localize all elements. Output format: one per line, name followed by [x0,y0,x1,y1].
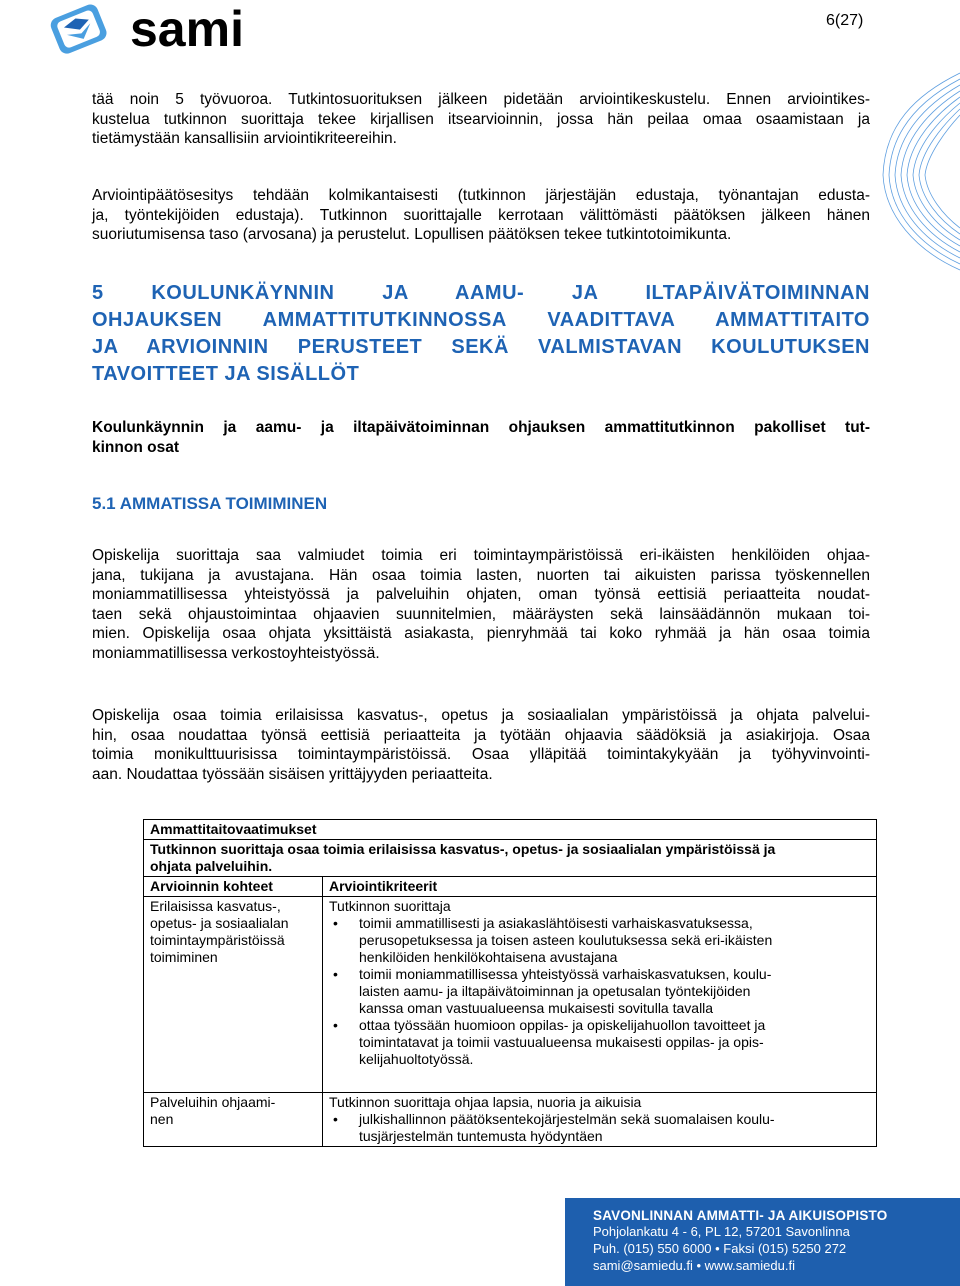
heading-line: JA ARVIOINNIN PERUSTEET SEKÄ VALMISTAVAN KOULUTUKSEN [92,336,870,358]
list-item [329,1017,870,1068]
heading-line: 5 KOULUNKÄYNNIN JA AAMU- JA ILTAPÄIVÄTOIMINNAN [92,282,870,304]
address: Pohjolankatu 4 - 6, PL 12, 57201 Savonlinna [593,1224,850,1239]
assessment-target-cell [144,897,323,1093]
section-5-1-paragraph-2 [92,706,870,784]
text-line: moniammatillisessa yhteistyössä ja palveluihin ohjaten, oman työnsä eettisiä periaatteita noudat- [92,586,870,603]
assessment-criteria-cell [323,897,877,1093]
text-line: nen [150,1111,174,1127]
table-row [144,897,877,1093]
criteria-list [329,915,870,1068]
text-line: toimiminen [150,949,218,965]
text-line: Arviointipäätösesitys tehdään kolmikantaisesti (tutkinnon järjestäjän edustaja, työnantajan edusta- [92,187,870,204]
heading-line: TAVOITTEET JA SISÄLLÖT [92,363,360,385]
criteria-list [329,1111,870,1145]
text-line: Opiskelija osaa toimia erilaisissa kasvatus-, opetus ja sosiaalialan ympäristöissä ja ohjata palvelui- [92,707,870,724]
subheading-line: Koulunkäynnin ja aamu- ja iltapäivätoiminnan ohjauksen ammattitutkinnon pakolliset tut- [92,419,870,436]
school-name: SAVONLINNAN AMMATTI- JA AIKUISOPISTO [593,1208,888,1223]
list-item [329,915,870,966]
text-line: tää noin 5 työvuoroa. Tutkintosuorituksen jälkeen pidetään arviointikeskustelu. Ennen arviointikes- [92,91,870,108]
page-number: 6(27) [826,12,864,29]
text-line: Palveluihin ohjaami- [150,1094,276,1110]
criteria-table [143,819,877,1147]
text-line: mien. Opiskelija osaa ohjata yksittäistä asiakasta, pienryhmää tai koko ryhmää ja hän osaa toimia [92,625,870,642]
subheading-line: kinnon osat [92,439,179,456]
criteria-intro: Tutkinnon suorittaja ohjaa lapsia, nuoria ja aikuisia [329,1094,642,1110]
heading-line: OHJAUKSEN AMMATTITUTKINNOSSA VAADITTAVA AMMATTITAITO [92,309,870,331]
text-line: kustelua tutkinnon suorittaja tekee kirjallisen itsearvioinnin, jossa hän peilaa omaa osaamistaan ja [92,110,870,128]
criteria-intro: Tutkinnon suorittaja [329,898,451,914]
text-line: • toimii moniammatillisessa yhteistyössä varhaiskasvatuksen, koulu- [359,966,772,982]
text-line: Opiskelija suorittaja saa valmiudet toimia eri toimintaympäristöissä eri-ikäisten henkilöiden ohjaa- [92,547,870,564]
text-line: • toimii ammatillisesti ja asiakaslähtöisesti varhaiskasvatuksessa, [359,915,753,931]
list-item [329,1111,870,1145]
text-line: Erilaisissa kasvatus-, [150,898,281,914]
section-5-subheading [92,418,870,458]
text-line: opetus- ja sosiaalialan [150,915,289,931]
table-row [144,820,877,840]
section-5-1-paragraph-1 [92,546,870,663]
column-header-targets: Arvioinnin kohteet [144,877,323,897]
phone-fax: Puh. (015) 550 6000 • Faksi (015) 5250 272 [593,1241,847,1256]
text-line: ohjata palveluihin. [150,858,273,874]
text-line: toimintaympäristöissä [150,932,285,948]
table-header-row [144,877,877,897]
text-line: taen sekä ohjaustoimintaa ohjaavien suunnitelmien, määräysten sekä lainsäädännön mukaan toi- [92,605,870,623]
requirements-text [144,840,877,877]
footer-contact-box [565,1198,960,1286]
sami-logo [44,0,304,58]
section-5-1-heading: 5.1 AMMATISSA TOIMIMINEN [92,494,328,513]
intro-paragraph-1 [92,90,870,149]
text-line: ja, työntekijöiden edustaja). Tutkinnon suorittajalle kerrotaan välittömästi päätöksen jälkeen hänen [92,206,870,224]
text-line: kanssa oman vastuualueensa mukaisesti sovitulla tavalla [359,1000,714,1016]
assessment-target-cell [144,1093,323,1147]
column-header-criteria: Arviointikriteerit [323,877,877,897]
text-line: suoriutumisensa taso (arvosana) ja perustelut. Lopullisen päätöksen tekee tutkintotoimikunta. [92,226,732,243]
intro-paragraph-2 [92,186,870,245]
text-line: • julkishallinnon päätöksentekojärjestelmän sekä suomalaisen koulu- [359,1111,775,1127]
text-line: moniammatillisessa verkostoyhteistyössä. [92,644,380,662]
text-line: kelijahuoltotyössä. [359,1051,474,1067]
text-line: laisten aamu- ja iltapäivätoiminnan ja opetusalan työntekijöiden [359,983,751,999]
assessment-criteria-cell [323,1093,877,1147]
decorative-swirl [875,65,960,275]
text-line: jana, tukijana ja avustajana. Hän osaa toimia lasten, nuorten tai aikuisten parissa työskennellen [92,566,870,584]
requirements-header: Ammattitaitovaatimukset [144,820,877,840]
text-line: hin, osaa noudattaa työnsä eettisiä periaatteita ja työtään ohjaavia säädöksiä ja asiakirjoja. Osaa [92,726,870,744]
text-line: • ottaa työssään huomioon oppilas- ja opiskelijahuollon tavoitteet ja [359,1017,766,1033]
text-line: toimia monikulttuurisissa toimintaympäristöissä. Osaa ylläpitää toimintakykyään ja työhyvinvointi- [92,746,870,763]
text-line: perusopetuksessa ja toisen asteen koulutuksessa sekä eri-ikäisten [359,932,773,948]
table-row [144,840,877,877]
text-line: toimintatavat ja toimii vastuualueensa mukaisesti oppilas- ja opis- [359,1034,764,1050]
logo-wordmark: sami [130,1,244,57]
list-item [329,966,870,1017]
email-website[interactable]: sami@samiedu.fi • www.samiedu.fi [593,1258,795,1273]
section-5-heading [92,280,870,388]
text-line: henkilöiden henkilökohtaisena avustajana [359,949,618,965]
text-line: tietämystään kansallisiin arviointikriteereihin. [92,130,397,147]
text-line: aan. Noudattaa työssään sisäisen yrittäjyyden periaatteita. [92,765,493,783]
table-row [144,1093,877,1147]
text-line: Tutkinnon suorittaja osaa toimia erilaisissa kasvatus-, opetus- ja sosiaalialan ympäristöissä ja [150,841,776,857]
text-line: tusjärjestelmän tuntemusta hyödyntäen [359,1128,603,1144]
